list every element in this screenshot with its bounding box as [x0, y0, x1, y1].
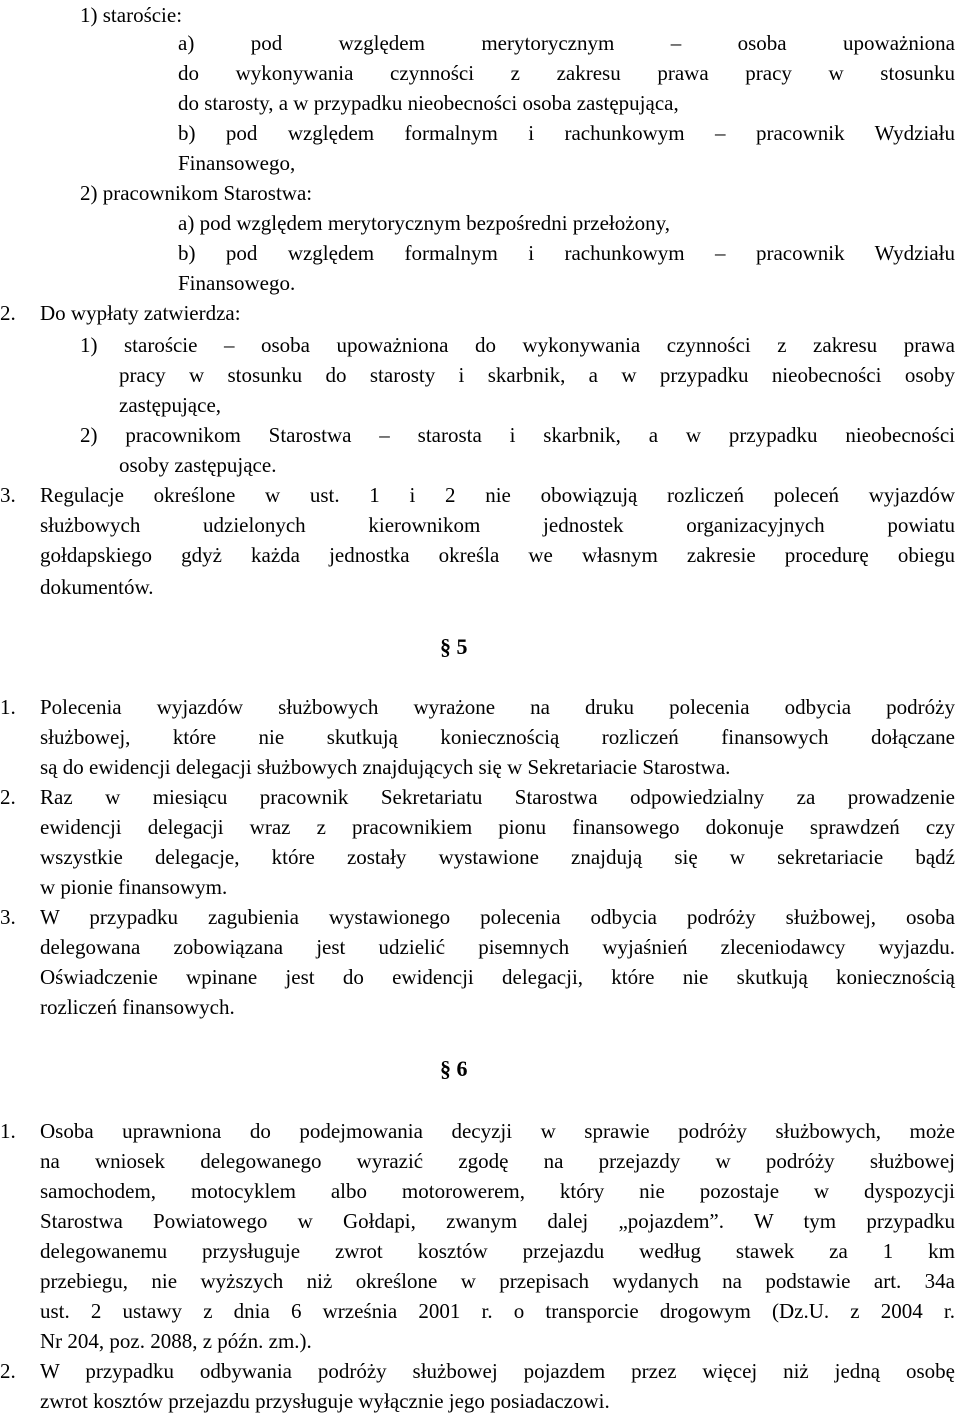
sub-item-b-formal: b) pod względem formalnym i rachunkowym – pracownik Wydziału: [178, 241, 955, 265]
sub-item-a-merit: a) pod względem merytorycznym – osoba upoważniona: [178, 31, 955, 55]
paragraph-text: delegowanemu przysługuje zwrot kosztów przejazdu według stawek za 1 km: [40, 1239, 955, 1263]
paragraph-text: rozliczeń finansowych.: [40, 995, 235, 1019]
paragraph-text: Raz w miesiącu pracownik Sekretariatu Starostwa odpowiedzialny za prowadzenie: [40, 785, 955, 809]
sub-item-b-formal-cont: Finansowego.: [178, 271, 296, 295]
paragraph-number: 1.: [0, 695, 16, 719]
list-item: 2) pracownikom Starostwa – starosta i skarbnik, a w przypadku nieobecności: [80, 423, 955, 447]
paragraph-text: zwrot kosztów przejazdu przysługuje wyłącznie jego posiadaczowi.: [40, 1389, 610, 1413]
paragraph-text: Polecenia wyjazdów służbowych wyrażone na druku polecenia odbycia podróży: [40, 695, 955, 719]
list-item-cont: zastępujące,: [119, 393, 222, 417]
paragraph-text: na wniosek delegowanego wyrazić zgodę na przejazdy w podróży służbowej: [40, 1149, 955, 1173]
list-item-cont: pracy w stosunku do starosty i skarbnik, a w przypadku nieobecności osoby: [119, 363, 955, 387]
sub-item-a-merit-cont: do wykonywania czynności z zakresu prawa pracy w stosunku: [178, 61, 955, 85]
paragraph-text: służbowej, które nie skutkują koniecznością rozliczeń finansowych dołączane: [40, 725, 955, 749]
sub-item-b-formal-cont: Finansowego,: [178, 151, 296, 175]
paragraph-text: wszystkie delegacje, które zostały wystawione znajdują się w sekretariacie bądź: [40, 845, 955, 869]
paragraph-text: są do ewidencji delegacji służbowych znajdujących się w Sekretariacie Starostwa.: [40, 755, 731, 779]
sub-item-a-supervisor: a) pod względem merytorycznym bezpośredni przełożony,: [178, 211, 670, 235]
paragraph-text: Nr 204, poz. 2088, z późn. zm.).: [40, 1329, 312, 1353]
paragraph-text: przebiegu, nie wyższych niż określone w przepisach wydanych na podstawie art. 34a: [40, 1269, 955, 1293]
paragraph-text: ewidencji delegacji wraz z pracownikiem pionu finansowego dokonuje sprawdzeń czy: [40, 815, 955, 839]
paragraph-text: Do wypłaty zatwierdza:: [40, 301, 241, 325]
paragraph-text: gołdapskiego gdyż każda jednostka określa we własnym zakresie procedurę obiegu: [40, 543, 955, 567]
paragraph-text: W przypadku zagubienia wystawionego polecenia odbycia podróży służbowej, osoba: [40, 905, 955, 929]
paragraph-number: 3.: [0, 905, 16, 929]
list-item-cont: osoby zastępujące.: [119, 453, 277, 477]
list-item: 1) staroście – osoba upoważniona do wykonywania czynności z zakresu prawa: [80, 333, 955, 357]
paragraph-number: 2.: [0, 301, 16, 325]
paragraph-number: 3.: [0, 483, 16, 507]
paragraph-text: w pionie finansowym.: [40, 875, 228, 899]
paragraph-text: Starostwa Powiatowego w Gołdapi, zwanym dalej „pojazdem”. W tym przypadku: [40, 1209, 955, 1233]
paragraph-number: 2.: [0, 785, 16, 809]
paragraph-number: 1.: [0, 1119, 16, 1143]
list-item-starosta: 1) staroście:: [80, 3, 183, 27]
section-heading: § 5: [440, 634, 468, 659]
paragraph-text: W przypadku odbywania podróży służbowej pojazdem przez więcej niż jedną osobę: [40, 1359, 955, 1383]
paragraph-text: ust. 2 ustawy z dnia 6 września 2001 r. o transporcie drogowym (Dz.U. z 2004 r.: [40, 1299, 955, 1323]
list-item-staff: 2) pracownikom Starostwa:: [80, 181, 313, 205]
paragraph-text: dokumentów.: [40, 575, 154, 599]
paragraph-number: 2.: [0, 1359, 16, 1383]
paragraph-text: Oświadczenie wpinane jest do ewidencji delegacji, które nie skutkują koniecznością: [40, 965, 955, 989]
paragraph-text: służbowych udzielonych kierownikom jednostek organizacyjnych powiatu: [40, 513, 955, 537]
section-heading: § 6: [440, 1056, 468, 1081]
sub-item-a-merit-cont: do starosty, a w przypadku nieobecności osoba zastępująca,: [178, 91, 679, 115]
paragraph-text: Osoba uprawniona do podejmowania decyzji w sprawie podróży służbowych, może: [40, 1119, 955, 1143]
paragraph-text: Regulacje określone w ust. 1 i 2 nie obowiązują rozliczeń poleceń wyjazdów: [40, 483, 955, 507]
paragraph-text: delegowana zobowiązana jest udzielić pisemnych wyjaśnień zleceniodawcy wyjazdu.: [40, 935, 955, 959]
paragraph-text: samochodem, motocyklem albo motorowerem, który nie pozostaje w dyspozycji: [40, 1179, 955, 1203]
sub-item-b-formal: b) pod względem formalnym i rachunkowym – pracownik Wydziału: [178, 121, 955, 145]
